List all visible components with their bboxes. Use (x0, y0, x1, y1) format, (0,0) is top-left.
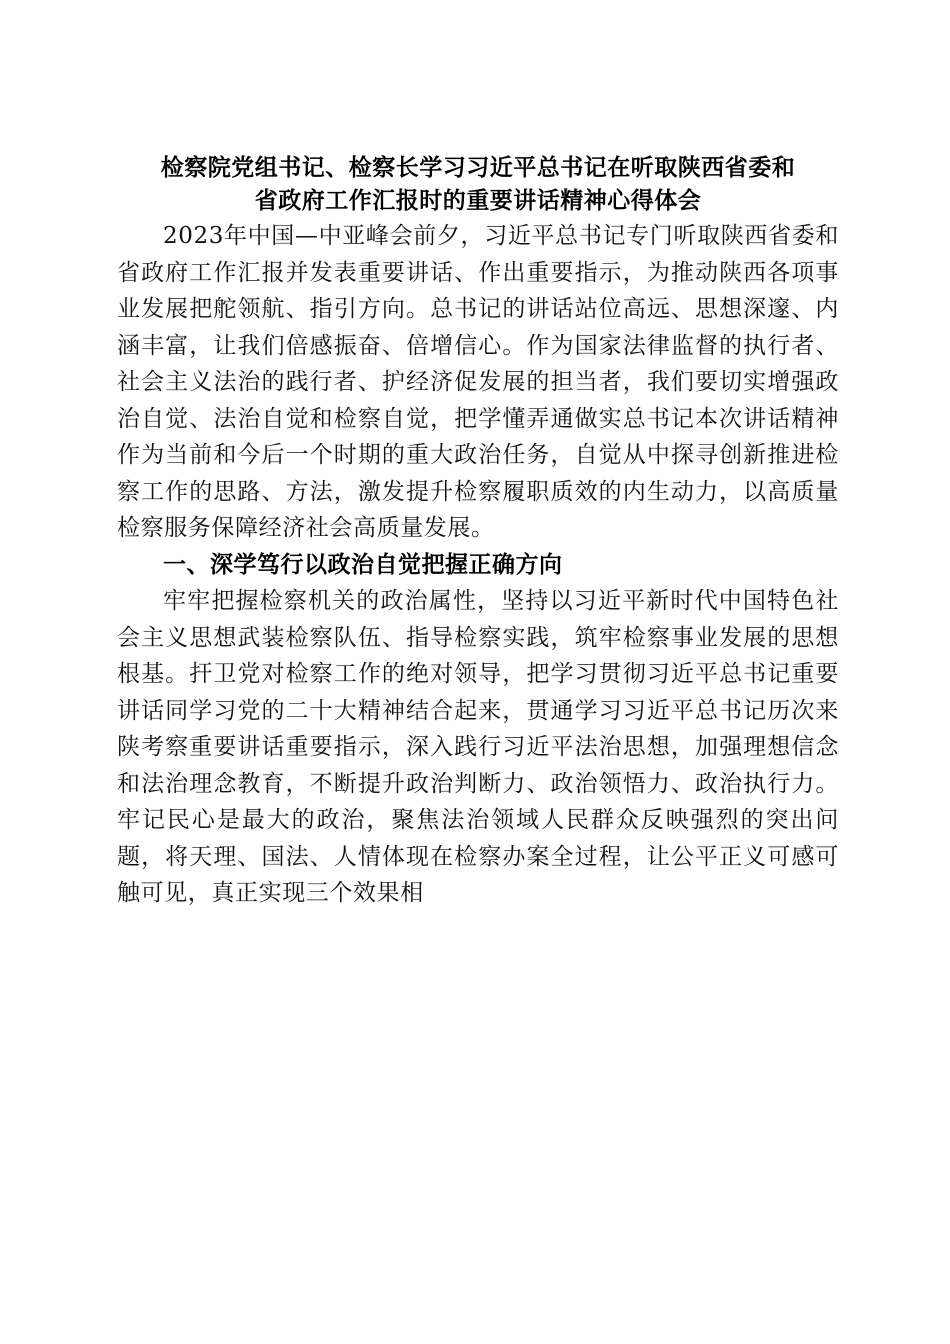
document-title-line-1: 检察院党组书记、检察长学习习近平总书记在听取陕西省委和 (160, 155, 796, 181)
document-title (117, 152, 839, 218)
section-heading-1: 一、深学笃行以政治自觉把握正确方向 (163, 551, 563, 578)
section-1-paragraph: 牢牢把握检察机关的政治属性，坚持以习近平新时代中国特色社会主义思想武装检察队伍、指导检察实践，筑牢检察事业发展的思想根基。扞卫党对检察工作的绝对领导，把学习贯彻习近平总书记重要讲话同学习党的二十大精神结合起来，贯通学习习近平总书记历次来陕考察重要讲话重要指示，深入践行习近平法治思想，加强理想信念和法治理念教育，不断提升政治判断力、政治领悟力、政治执行力。牢记民心是最大的政治，聚焦法治领域人民群众反映强烈的突出问题，将天理、国法、人情体现在检察办案全过程，让公平正义可感可触可见，真正实现三个效果相 (117, 588, 839, 906)
document-title-line-2: 省政府工作汇报时的重要讲话精神心得体会 (254, 188, 702, 214)
intro-paragraph: 2023年中国—中亚峰会前夕，习近平总书记专门听取陕西省委和省政府工作汇报并发表重要讲话、作出重要指示，为推动陕西各项事业发展把舵领航、指引方向。总书记的讲话站位高远、思想深邃、内涵丰富，让我们倍感振奋、倍增信心。作为国家法律监督的执行者、社会主义法治的践行者、护经济促发展的担当者，我们要切实增强政治自觉、法治自觉和检察自觉，把学懂弄通做实总书记本次讲话精神作为当前和今后一个时期的重大政治任务，自觉从中探寻创新推进检察工作的思路、方法，激发提升检察履职质效的内生动力，以高质量检察服务保障经济社会高质量发展。 (117, 223, 839, 541)
document-body (117, 152, 839, 912)
